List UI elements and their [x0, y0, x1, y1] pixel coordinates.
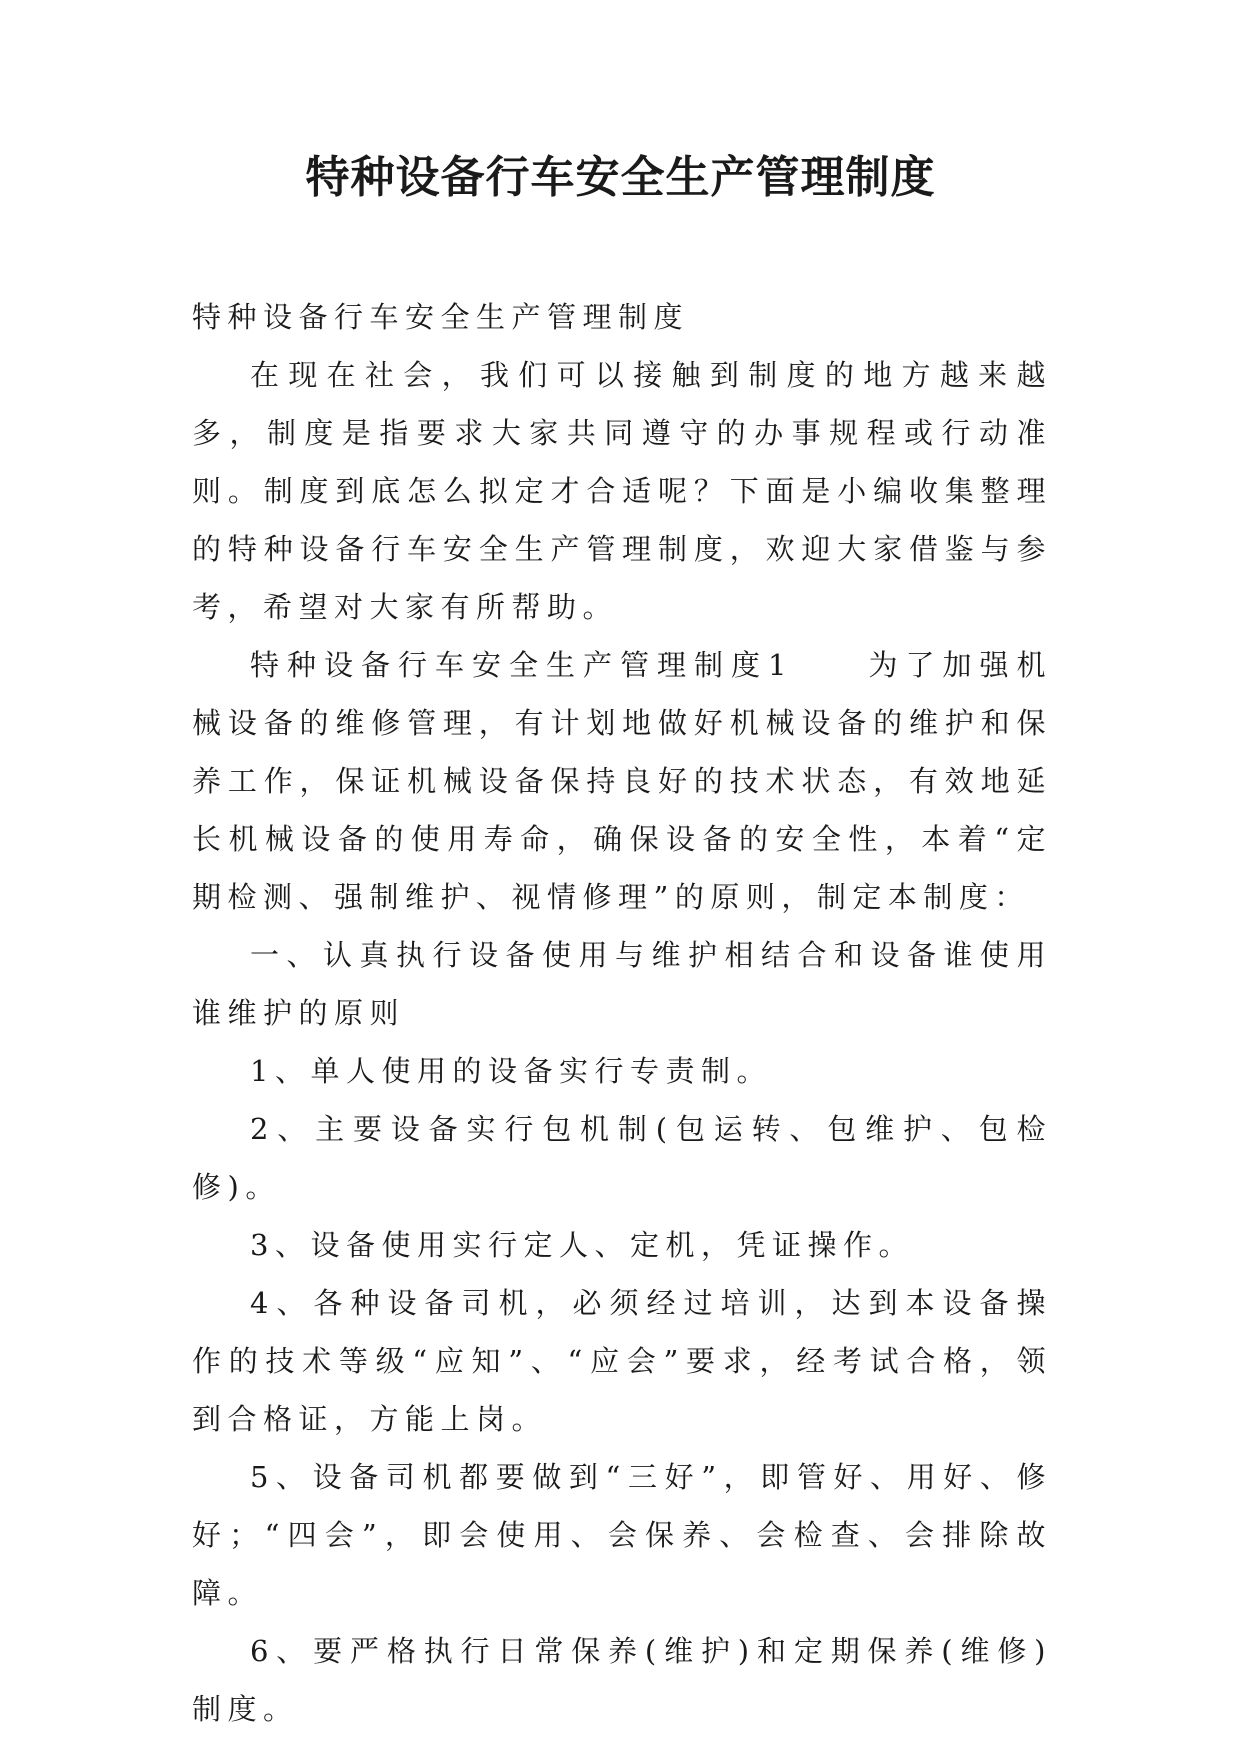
paragraph: 6、要严格执行日常保养(维护)和定期保养(维修)制度。 [192, 1634, 1052, 1726]
paragraph: 1、单人使用的设备实行专责制。 [250, 1054, 772, 1088]
paragraph: 在现在社会，我们可以接触到制度的地方越来越多，制度是指要求大家共同遵守的办事规程或行动准则。制度到底怎么拟定才合适呢？下面是小编收集整理的特种设备行车安全生产管理制度，欢迎大家借鉴与参考，希望对大家有所帮助。 [192, 358, 1052, 624]
document-title: 特种设备行车安全生产管理制度 [305, 152, 936, 203]
paragraph: 3、设备使用实行定人、定机，凭证操作。 [250, 1228, 914, 1262]
paragraph: 特种设备行车安全生产管理制度 [192, 300, 690, 334]
document-body [192, 288, 1052, 1738]
paragraph: 一、认真执行设备使用与维护相结合和设备谁使用谁维护的原则 [192, 938, 1052, 1030]
paragraph: 特种设备行车安全生产管理制度1 为了加强机械设备的维修管理，有计划地做好机械设备的维护和保养工作，保证机械设备保持良好的技术状态，有效地延长机械设备的使用寿命，确保设备的安全性，本着“定期检测、强制维护、视情修理”的原则，制定本制度： [192, 648, 1052, 914]
paragraph: 4、各种设备司机，必须经过培训，达到本设备操作的技术等级“应知”、“应会”要求，经考试合格，领到合格证，方能上岗。 [192, 1286, 1052, 1436]
paragraph: 2、主要设备实行包机制(包运转、包维护、包检修)。 [192, 1112, 1052, 1204]
paragraph: 5、设备司机都要做到“三好”，即管好、用好、修好；“四会”，即会使用、会保养、会检查、会排除故障。 [192, 1460, 1052, 1610]
